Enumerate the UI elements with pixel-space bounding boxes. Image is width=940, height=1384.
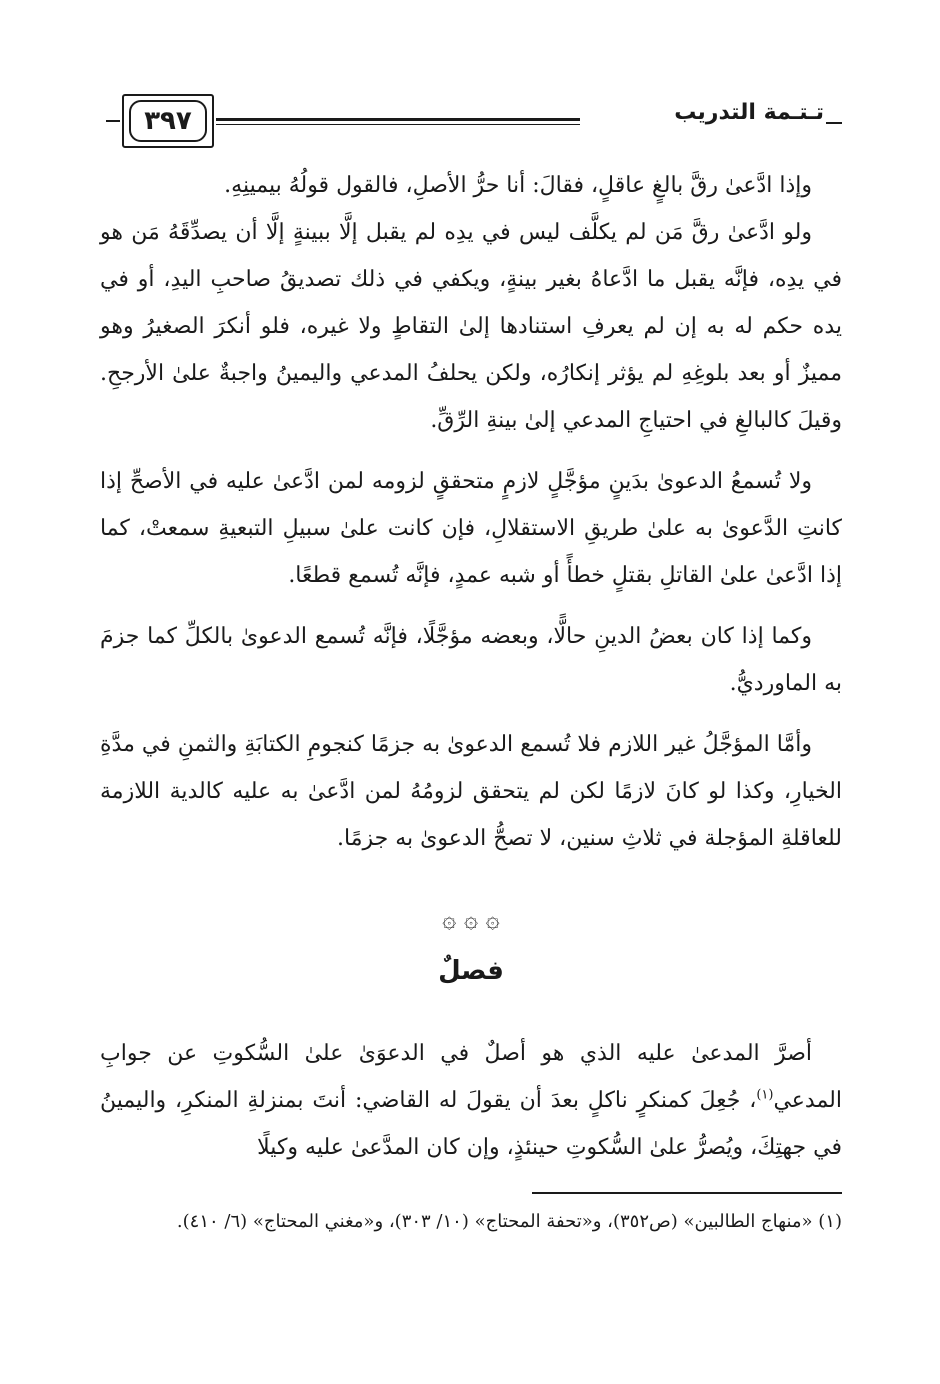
paragraph-2: ولو ادَّعىٰ رقَّ مَن لم يكلَّف ليس في يدِه لم يقبل إلَّا ببينةٍ إلَّا أن يصدِّقَهُ مَن هو في يدِه، فإنَّه يقبل ما ادَّعاهُ بغير بينةٍ، ويكفي في ذلك تصديقُ صاحبِ اليدِ، أو في يده حكم له به إن لم يعرفِ استنادها إلىٰ التقاطٍ ولا غيره، فلو أنكرَ الصغيرُ وهو مميزٌ أو بعد بلوغِهِ لم يؤثر إنكارُه، ولكن يحلفُ المدعي واليمينُ واجبةٌ علىٰ الأرجحِ. وقيلَ كالبالغِ في احتياجِ المدعي إلىٰ بينةِ الرِّقِّ. [100,220,842,433]
header-rule-thin [216,124,580,125]
paragraph-5: وأمَّا المؤجَّلُ غير اللازم فلا تُسمع الدعوىٰ به جزمًا كنجومِ الكتابَةِ والثمنِ في مدَّةِ الخيارِ، وكذا لو كانَ لازمًا لكن لم يتحقق لزومُهُ لمن ادَّعىٰ به عليه كالدية اللازمة للعاقلةِ المؤجلة في ثلاثِ سنين، لا تصحُّ الدعوىٰ به جزمًا. [100,732,842,851]
section-text-part-2: ، جُعِلَ كمنكرٍ ناكلٍ بعدَ أن يقولَ له القاضي: أنتَ بمنزلةِ المنكرِ، واليمينُ في جهتِكَ، ويُصرُّ علىٰ السُّكوتِ حينئذٍ، وإن كان المدَّعىٰ عليه وكيلًا [100,1088,842,1160]
section-text-part-1: أصرَّ المدعىٰ عليه الذي هو أصلٌ في الدعوَىٰ علىٰ السُّكوتِ عن جوابِ المدعي [100,1041,842,1113]
paragraph-3: ولا تُسمعُ الدعوىٰ بدَينٍ مؤجَّلٍ لازمٍ متحققٍ لزومه لمن ادَّعىٰ عليه في الأصحِّ إذا كانتِ الدَّعوىٰ به علىٰ طريقِ الاستقلالِ، فإن كانت علىٰ سبيلِ التبعيةِ سمعتْ، كما إذا ادَّعىٰ علىٰ القاتلِ بقتلٍ خطأً أو شبه عمدٍ، فإنَّه تُسمع قطعًا. [100,469,842,588]
page-header [100,92,842,162]
paragraph-4: وكما إذا كان بعضُ الدينِ حالًّا، وبعضه مؤجَّلًا، فإنَّه تُسمع الدعوىٰ بالكلِّ كما جزمَ به الماورديُّ. [100,624,842,696]
footnote-text: (١) «منهاج الطالبين» (ص٣٥٢)، و«تحفة المحتاج» (١٠/ ٣٠٣)، و«مغني المحتاج» (٦/ ٤١٠). [176,1211,842,1232]
footnote-divider [532,1192,842,1194]
page-number-frame [100,94,218,152]
footnote [100,1204,842,1240]
page-number: ٣٩٧ [144,106,192,136]
section-paragraph [100,1030,842,1171]
main-text [100,162,842,862]
header-rule-thick [216,118,580,121]
running-title: تـتـمة التدريب [674,100,824,125]
header-right-tick [826,122,842,124]
section-separator-ornament: ۞ ۞ ۞ [442,905,500,933]
section-text [100,1030,842,1171]
frame-left-tick [106,120,120,122]
footnote-reference[interactable]: (١) [756,1087,774,1103]
section-title: فصلٌ [438,956,504,986]
paragraph-1: وإذا ادَّعىٰ رقَّ بالغٍ عاقلٍ، فقالَ: أنا حرُّ الأصلِ، فالقول قولُهُ بيمينِهِ. [224,173,812,198]
